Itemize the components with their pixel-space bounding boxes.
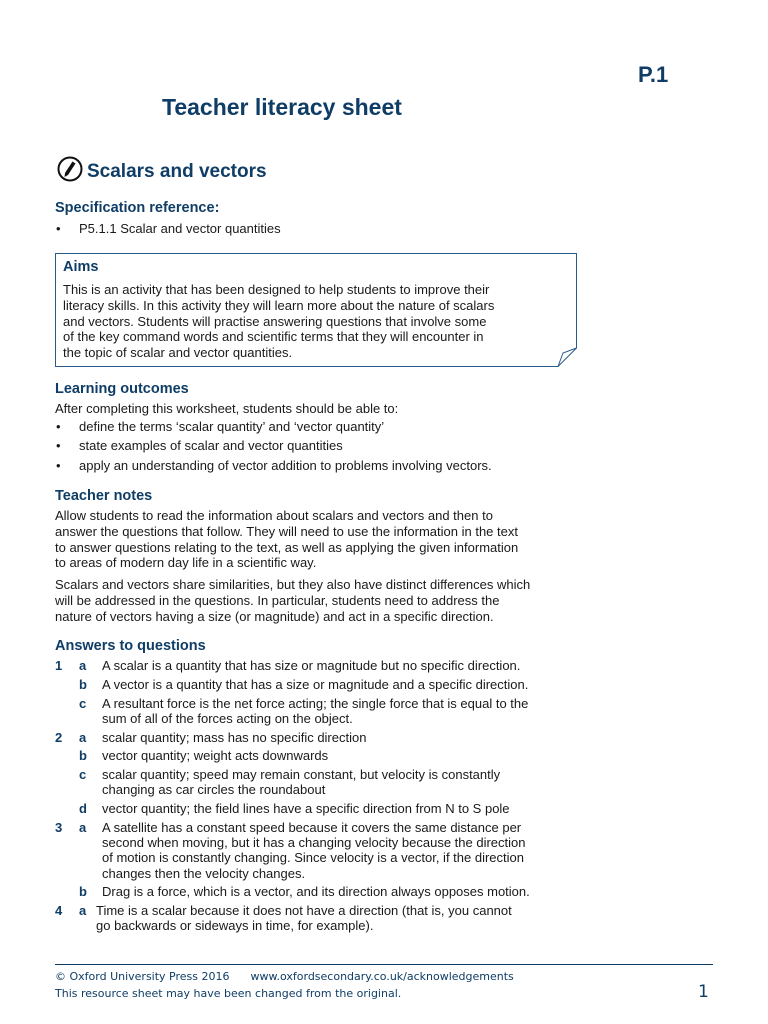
answer-line: A vector is a quantity that has a size or magnitude and a specific direction. xyxy=(102,676,529,692)
answer-line: of motion is constantly changing. Since velocity is a vector, if the direction xyxy=(102,850,524,866)
answer-line: scalar quantity; speed may remain constant, but velocity is constantly xyxy=(102,767,501,783)
answer-item xyxy=(55,884,585,899)
aims-line: and vectors. Students will practise answering questions that involve some xyxy=(63,313,487,329)
answer-item xyxy=(55,730,585,745)
answer-line: go backwards or sideways in time, for example). xyxy=(96,918,374,934)
sheet-code: P.1 xyxy=(638,62,669,87)
answer-item xyxy=(55,903,585,933)
literacy-pen-icon xyxy=(57,156,83,182)
answer-line: second when moving, but it has a changing velocity because the direction xyxy=(102,835,526,851)
notes-heading: Teacher notes xyxy=(55,488,153,504)
answer-item xyxy=(55,677,585,692)
answers-list xyxy=(55,658,585,937)
outcome-item: • apply an understanding of vector addition to problems involving vectors. xyxy=(55,458,595,474)
answer-line: vector quantity; weight acts downwards xyxy=(102,748,329,764)
aims-line: the topic of scalar and vector quantities. xyxy=(63,345,293,361)
answer-item xyxy=(55,696,585,726)
question-number: 1 xyxy=(55,658,63,673)
aims-line: This is an activity that has been designed to help students to improve their xyxy=(63,282,490,297)
answer-line: changes then the velocity changes. xyxy=(102,865,306,881)
question-number: 4 xyxy=(55,903,63,919)
outcome-item: • state examples of scalar and vector quantities xyxy=(55,438,595,454)
notes-line: will be addressed in the questions. In particular, students need to address the xyxy=(55,592,500,608)
question-part: a xyxy=(79,819,87,835)
spec-list xyxy=(55,221,575,237)
question-part: b xyxy=(79,748,87,764)
footer-url-link[interactable]: www.oxfordsecondary.co.uk/acknowledgements xyxy=(250,970,514,983)
answers-heading: Answers to questions xyxy=(55,638,206,654)
answer-line: scalar quantity; mass has no specific direction xyxy=(102,729,367,745)
answer-item xyxy=(55,820,585,881)
answer-item xyxy=(55,658,585,673)
footer xyxy=(55,968,514,1002)
answer-item xyxy=(55,767,585,797)
footer-copyright: © Oxford University Press 2016 xyxy=(55,970,230,983)
outcome-item: • define the terms ‘scalar quantity’ and ‘vector quantity’ xyxy=(55,419,595,435)
outcomes-list xyxy=(55,419,595,473)
answer-line: Time is a scalar because it does not have a direction (that is, you cannot xyxy=(96,903,512,919)
aims-heading: Aims xyxy=(63,259,99,275)
question-part: c xyxy=(79,767,87,783)
spec-heading: Specification reference: xyxy=(55,200,220,216)
answer-line: vector quantity; the field lines have a specific direction from N to S pole xyxy=(102,801,510,817)
answer-line: A resultant force is the net force acting; the single force that is equal to the xyxy=(102,695,529,711)
page-title: Teacher literacy sheet xyxy=(162,94,402,120)
aims-line: literacy skills. In this activity they will learn more about the nature of scalars xyxy=(63,297,495,313)
answer-line: A satellite has a constant speed because it covers the same distance per xyxy=(102,819,522,835)
page-number: 1 xyxy=(698,982,709,1002)
question-number: 2 xyxy=(55,729,63,745)
topic-title: Scalars and vectors xyxy=(87,161,267,182)
question-part: b xyxy=(79,676,87,692)
answer-line: changing as car circles the roundabout xyxy=(102,782,326,798)
question-part: b xyxy=(79,884,87,900)
answer-item xyxy=(55,801,585,816)
aims-line: of the key command words and scientific terms that they will encounter in xyxy=(63,329,484,345)
answer-line: Drag is a force, which is a vector, and its direction always opposes motion. xyxy=(102,884,530,900)
question-part: a xyxy=(79,729,87,745)
question-part: a xyxy=(79,903,87,919)
notes-paragraph-1 xyxy=(55,508,595,571)
question-part: c xyxy=(79,695,87,711)
answer-line: A scalar is a quantity that has size or magnitude but no specific direction. xyxy=(102,658,521,673)
footer-note: This resource sheet may have been changed from the original. xyxy=(55,987,402,1000)
notes-line: Allow students to read the information about scalars and vectors and then to xyxy=(55,508,493,523)
notes-line: answer the questions that follow. They will need to use the information in the text xyxy=(55,523,518,539)
outcomes-intro: After completing this worksheet, students should be able to: xyxy=(55,401,399,416)
notes-line: to answer questions relating to the text, as well as applying the given information xyxy=(55,539,519,555)
notes-line: nature of vectors having a size (or magnitude) and act in a specific direction. xyxy=(55,608,494,624)
answer-line: sum of all of the forces acting on the object. xyxy=(102,710,353,726)
outcomes-heading: Learning outcomes xyxy=(55,381,189,397)
answer-item xyxy=(55,748,585,763)
aims-text xyxy=(63,282,543,361)
footer-divider xyxy=(55,964,713,965)
aims-box xyxy=(55,253,577,367)
notes-paragraph-2 xyxy=(55,577,595,624)
question-number: 3 xyxy=(55,819,63,835)
question-part: d xyxy=(79,801,87,817)
spec-item: • P5.1.1 Scalar and vector quantities xyxy=(55,221,575,237)
notes-line: Scalars and vectors share similarities, but they also have distinct differences which xyxy=(55,577,531,592)
question-part: a xyxy=(79,658,87,673)
notes-line: to areas of modern day life in a scientific way. xyxy=(55,555,317,571)
